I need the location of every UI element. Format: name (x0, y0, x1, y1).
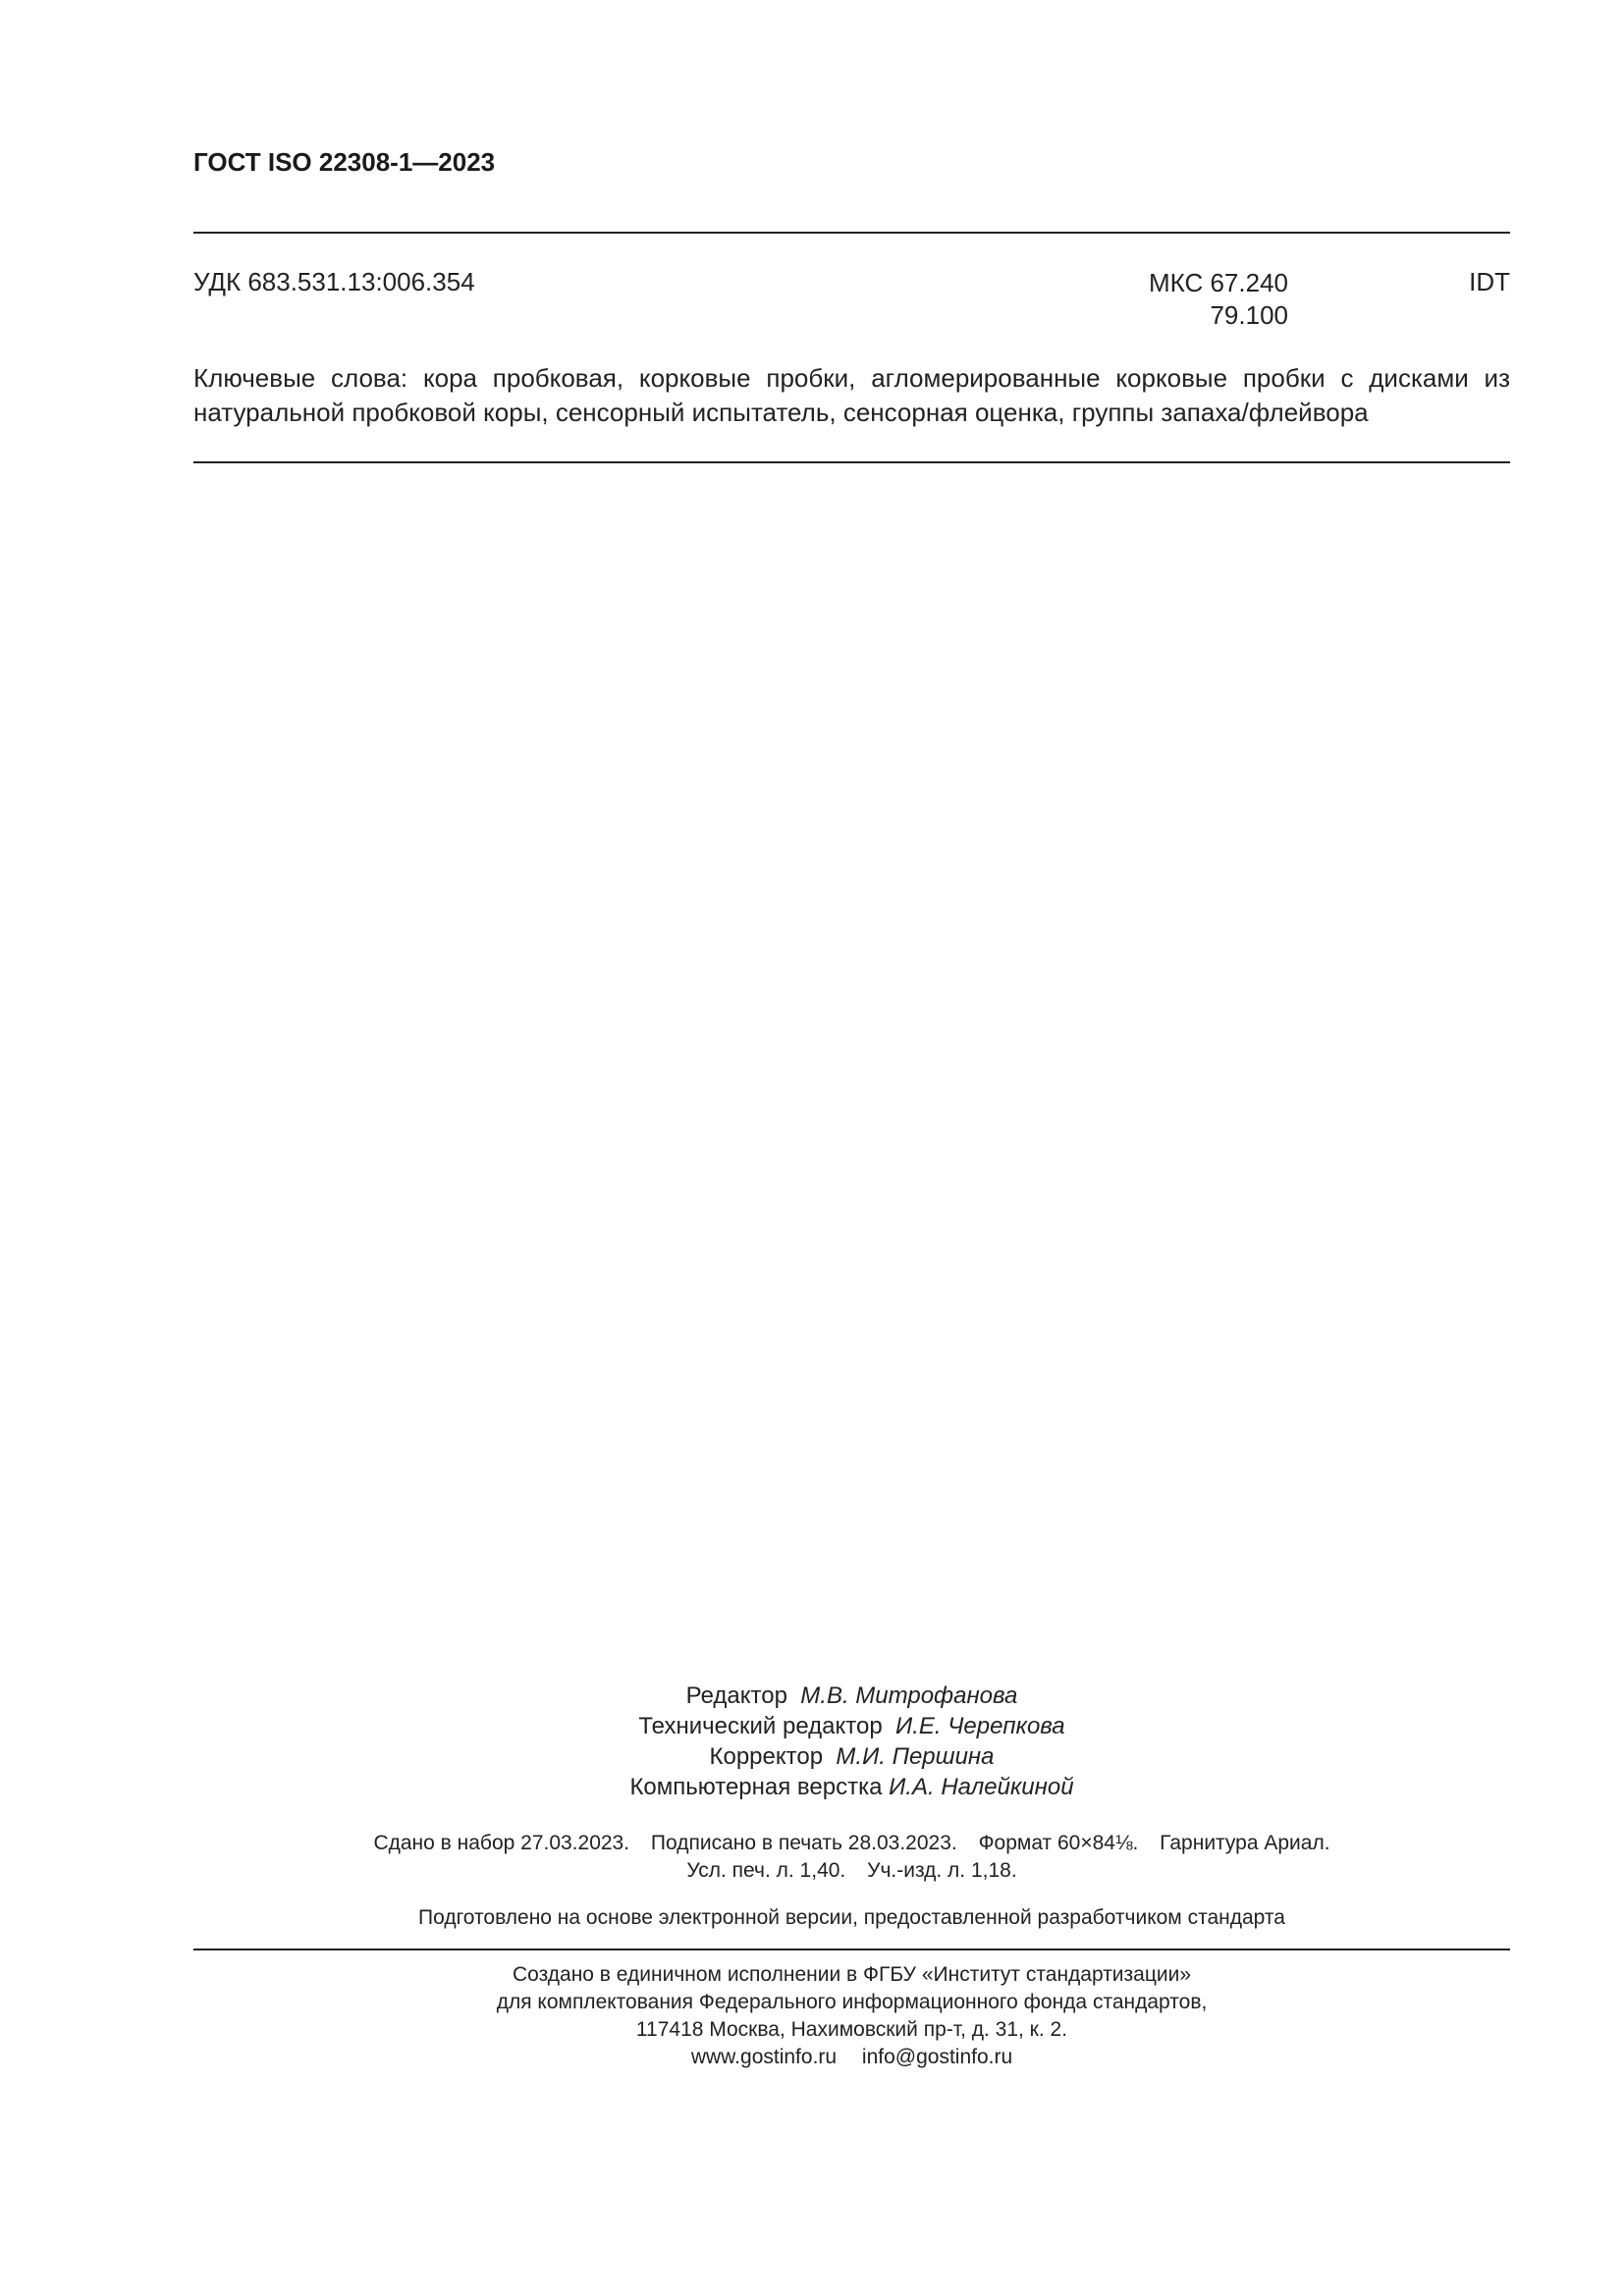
mks-code-1: МКС 67.240 (1148, 268, 1288, 297)
credit-name: М.В. Митрофанова (800, 1682, 1018, 1709)
print-info-line-2 (193, 1857, 1510, 1885)
publisher-line-2: для комплектования Федерального информационного фонда стандартов, (496, 1991, 1208, 2013)
idt-marker: IDT (1469, 267, 1510, 296)
signed-date: Подписано в печать 28.03.2023. (650, 1832, 957, 1854)
credit-role: Технический редактор (638, 1713, 883, 1739)
credits-block (193, 1681, 1510, 1802)
credit-role: Редактор (685, 1682, 787, 1709)
keywords-divider (193, 461, 1510, 463)
keywords-paragraph: Ключевые слова: кора пробковая, корковые пробки, агломерированные корковые пробки с дисками из натуральной пробковой коры, сенсорный испытатель, сенсорная оценка, группы запаха/флейвора (193, 363, 1510, 427)
publisher-line-1: Создано в единичном исполнении в ФГБУ «Институт стандартизации» (512, 1963, 1192, 1986)
print-sheets: Усл. печ. л. 1,40. (686, 1859, 846, 1882)
print-info-line-1 (193, 1830, 1510, 1857)
email-link[interactable]: info@gostinfo.ru (861, 2046, 1013, 2068)
bottom-divider (193, 1949, 1510, 1950)
paper-format: Формат 60×84⅛. (978, 1832, 1139, 1854)
publisher-contacts (193, 2044, 1510, 2071)
standard-code-header: ГОСТ ISO 22308-1—2023 (193, 147, 496, 177)
publisher-address: 117418 Москва, Нахимовский пр-т, д. 31, к. 2. (635, 2018, 1068, 2041)
credit-role: Корректор (709, 1743, 824, 1770)
credit-technical-editor (193, 1711, 1510, 1741)
mks-code-2: 79.100 (1210, 300, 1288, 330)
credit-name: И.Е. Черепкова (895, 1713, 1065, 1739)
prepared-note: Подготовлено на основе электронной версии, предоставленной разработчиком стандарта (418, 1906, 1285, 1929)
credit-name: М.И. Першина (836, 1743, 995, 1770)
credit-editor (193, 1681, 1510, 1711)
mks-codes (945, 267, 1288, 332)
publish-sheets: Уч.-изд. л. 1,18. (867, 1859, 1017, 1882)
website-link[interactable]: www.gostinfo.ru (690, 2046, 838, 2068)
publisher-block (193, 1961, 1510, 2071)
print-info-block (193, 1830, 1510, 1885)
credit-layout (193, 1772, 1510, 1802)
top-divider (193, 232, 1510, 234)
typeface: Гарнитура Ариал. (1160, 1832, 1330, 1854)
classification-row (193, 267, 1510, 336)
credit-proofreader (193, 1741, 1510, 1772)
credit-role: Компьютерная верстка (629, 1774, 883, 1800)
submitted-date: Сдано в набор 27.03.2023. (373, 1832, 630, 1854)
udk-code: УДК 683.531.13:006.354 (193, 267, 475, 296)
credit-name: И.А. Налейкиной (889, 1774, 1074, 1800)
